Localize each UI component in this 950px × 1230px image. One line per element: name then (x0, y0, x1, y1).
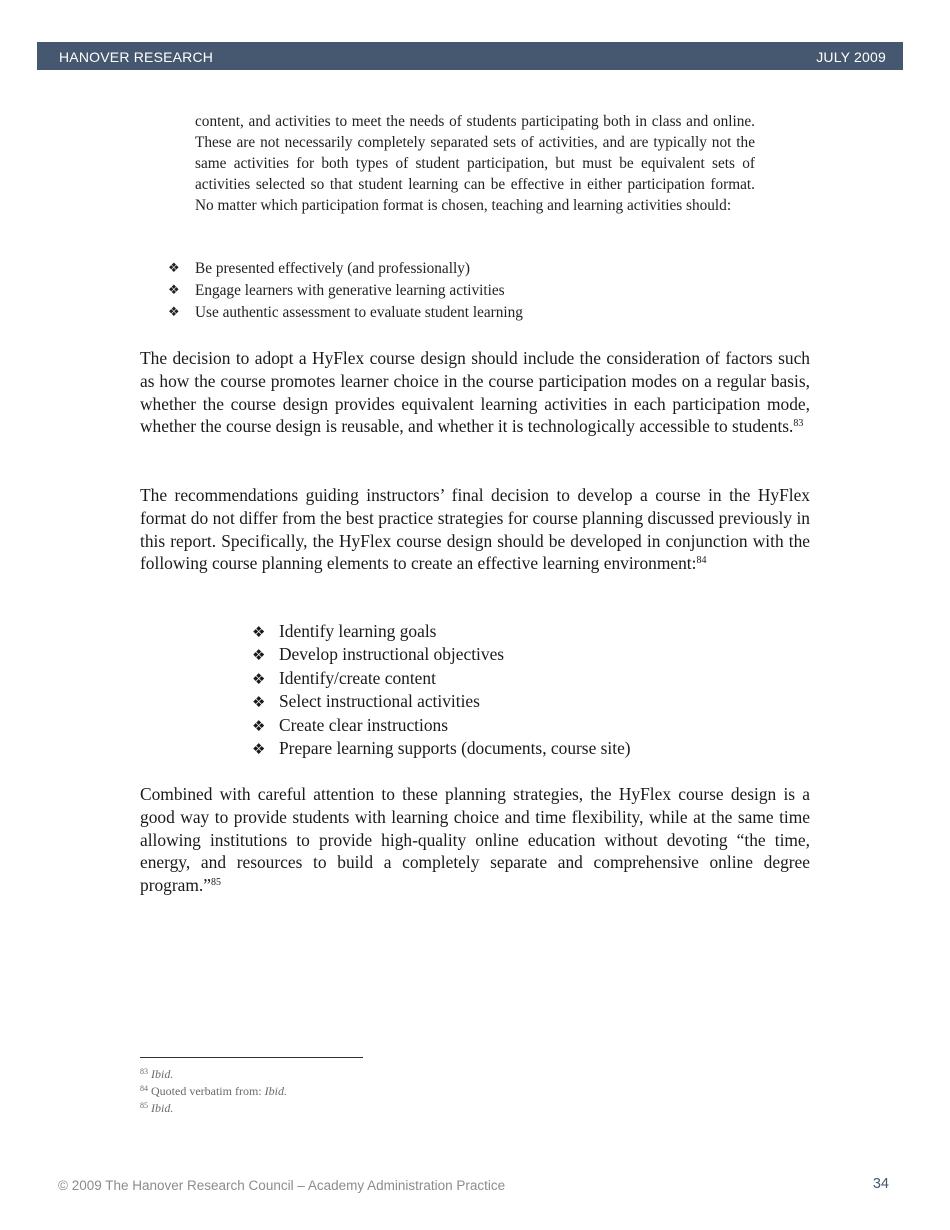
list-item (252, 714, 631, 737)
footnote-citation: Ibid. (264, 1084, 287, 1098)
diamond-bullet-icon: ❖ (252, 623, 266, 641)
header-bar (37, 42, 903, 70)
list-item (252, 690, 631, 713)
list-item-text: Identify/create content (279, 667, 436, 688)
diamond-bullet-icon: ❖ (168, 261, 180, 276)
body-paragraph-3 (140, 783, 810, 897)
paragraph-text: The decision to adopt a HyFlex course design should include the consideration of factors such as how the course promotes learner choice in the course participation modes on a regular basis, whether the course design provides equivalent learning activities in each participation mode, whether the course design is reusable, and whether it is technologically accessible to students. (140, 348, 810, 437)
list-item-text: Engage learners with generative learning activities (195, 282, 505, 299)
diamond-bullet-icon: ❖ (252, 693, 266, 712)
list-item (252, 667, 631, 690)
footnote-number: 84 (140, 1084, 148, 1093)
footnote-83 (140, 1066, 287, 1083)
list-item-text: Create clear instructions (279, 714, 449, 735)
list-item (168, 280, 523, 302)
diamond-bullet-icon: ❖ (252, 669, 266, 688)
footnote-citation: Ibid. (151, 1067, 174, 1081)
list-item-text: Prepare learning supports (documents, course site) (279, 738, 631, 759)
footnote-ref: 83 (793, 418, 804, 430)
paragraph-text: Combined with careful attention to these planning strategies, the HyFlex course design is a good way to provide students with learning choice and time flexibility, while at the same time allowing institutions to provide high-quality online education without devoting “the time, energy, and resources to build a completely separate and comprehensive online degree program.” (140, 784, 810, 896)
list-item-text: Use authentic assessment to evaluate student learning (195, 304, 523, 321)
paragraph-text: The recommendations guiding instructors’ final decision to develop a course in the HyFlex format do not differ from the best practice strategies for course planning discussed previously in this report. Specifically, the HyFlex course design should be developed in conjunction with the following course planning elements to create an effective learning environment: (140, 485, 810, 574)
footnote-ref: 85 (210, 877, 221, 889)
body-paragraph-1 (140, 347, 810, 438)
diamond-bullet-icon: ❖ (168, 283, 180, 298)
footnote-citation: Ibid. (151, 1101, 174, 1115)
small-bullet-list (168, 258, 523, 324)
header-org: HANOVER RESEARCH (59, 49, 214, 65)
list-item (168, 302, 523, 324)
list-item (252, 737, 631, 760)
footnote-84 (140, 1083, 287, 1100)
footnote-ref: 84 (696, 555, 707, 567)
planning-elements-list (252, 620, 631, 760)
list-item-text: Develop instructional objectives (279, 644, 505, 665)
footnote-divider (140, 1057, 363, 1058)
diamond-bullet-icon: ❖ (252, 646, 266, 665)
body-paragraph-2 (140, 484, 810, 575)
list-item (252, 620, 631, 643)
diamond-bullet-icon: ❖ (252, 740, 266, 759)
diamond-bullet-icon: ❖ (168, 305, 180, 320)
footnote-prefix: Quoted verbatim from: (151, 1084, 265, 1098)
indented-paragraph: content, and activities to meet the needs of students participating both in class and online. These are not necessarily completely separated sets of activities, and are typically not the same activities for both types of student participation, but must be equivalent sets of activities selected so that student learning can be effective in either participation format. No matter which participation format is chosen, teaching and learning activities should: (195, 113, 755, 214)
page-number: 34 (872, 1176, 889, 1192)
footnotes (140, 1066, 287, 1117)
footnote-85 (140, 1100, 287, 1117)
footnote-number: 83 (140, 1067, 148, 1076)
footer-copyright: © 2009 The Hanover Research Council – Academy Administration Practice (58, 1178, 506, 1193)
diamond-bullet-icon: ❖ (252, 716, 266, 735)
list-item-text: Identify learning goals (279, 621, 437, 641)
list-item (168, 258, 523, 280)
footnote-number: 85 (140, 1101, 148, 1110)
list-item-text: Select instructional activities (279, 691, 480, 712)
list-item (252, 643, 631, 666)
header-date: JULY 2009 (816, 49, 886, 65)
list-item-text: Be presented effectively (and professionally) (195, 260, 470, 277)
